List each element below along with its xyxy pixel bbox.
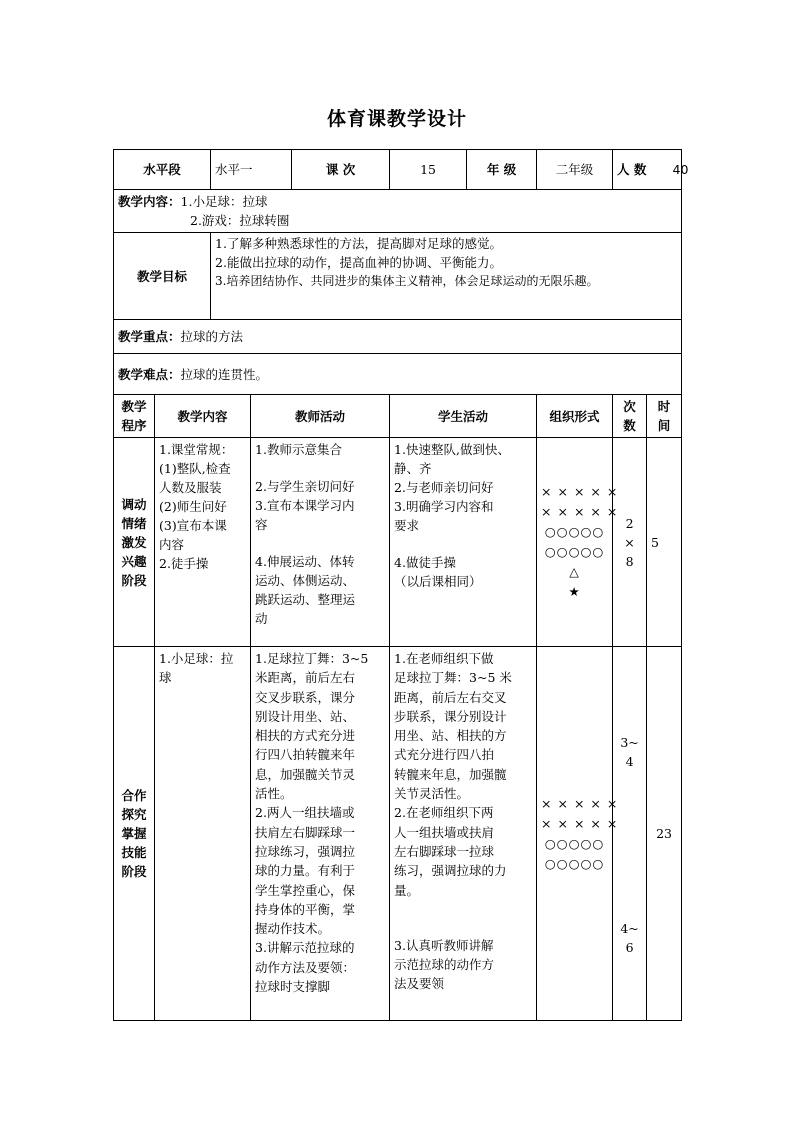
stage-2-times-line: 3~	[620, 735, 639, 750]
stage-2-student-line: 转髋来年息，加强髋	[394, 766, 507, 782]
stage-1-student-line: 4.做徒手操	[394, 555, 456, 570]
lesson-value: 15	[390, 150, 467, 190]
content-row	[114, 190, 682, 233]
count-value: 40	[672, 162, 689, 177]
stage-2-teacher-line: 握动作技术。	[255, 921, 331, 937]
column-header-row	[114, 395, 682, 438]
stage-2-student-line: 量。	[394, 882, 420, 898]
stage-2-name-line: 掌握	[121, 826, 147, 841]
stage-2-times-line: 4	[625, 754, 634, 769]
col-program	[114, 395, 155, 438]
stage-1-name-line: 阶段	[121, 572, 147, 588]
lesson-plan-table	[113, 149, 689, 1021]
stage-1-content-line: (3)宣布本课	[159, 518, 227, 533]
stage-1-teacher-line: 运动、体侧运动、	[255, 573, 356, 588]
stage-2-teacher-line: 米距离，前后左右	[255, 670, 356, 686]
stage-2-content	[155, 647, 251, 1021]
stage-2-teacher-line: 息，加强髋关节灵	[255, 766, 356, 782]
key-point	[114, 320, 682, 354]
stage-1-teacher-line: 动	[255, 611, 268, 626]
stage-2-times-line: 6	[625, 940, 634, 955]
stage-2-student-line: 足球拉丁舞：3~5 米	[394, 670, 512, 686]
lesson-label: 课 次	[292, 150, 390, 190]
stage-2-student-line: 左右脚踩球一拉球	[394, 843, 495, 859]
stage-2-student-line: 练习，强调拉球的力	[394, 863, 507, 879]
count-label-text: 人 数	[617, 162, 647, 177]
stage-2-teacher-line: 活性。	[255, 786, 293, 802]
stage-2-student-line: 1.在老师组织下做	[394, 651, 494, 666]
stage-1-teacher-line: 3.宣布本课学习内	[255, 498, 355, 513]
stage-1-student	[390, 438, 537, 647]
stage-1-teacher-line: 跳跃运动、整理运	[255, 592, 356, 607]
grade-value: 二年级	[537, 150, 613, 190]
level-value: 水平一	[211, 150, 292, 190]
stage-1-times-line: 2	[625, 515, 634, 531]
stage-2-name	[114, 647, 155, 1021]
col-time	[647, 395, 682, 438]
stage-1-time: 5	[647, 438, 682, 647]
formation-row: × × × × ×	[541, 504, 619, 519]
col-student: 学生活动	[390, 395, 537, 438]
key-point-label: 教学重点：	[118, 329, 181, 344]
stage-2-teacher-line: 持身体的平衡，掌	[255, 901, 356, 917]
stage-2-teacher-line: 扶肩左右脚踩球一	[255, 824, 356, 840]
stage-2-student-line: 式充分进行四八拍	[394, 747, 495, 763]
col-content: 教学内容	[155, 395, 251, 438]
goals-row	[114, 233, 682, 320]
formation-row: × × × × ×	[541, 795, 619, 811]
stage-2-teacher-line: 3.讲解示范拉球的	[255, 940, 355, 956]
stage-1-teacher-line: 容	[255, 517, 268, 532]
col-times-line-1: 次	[623, 399, 636, 414]
stage-2-times-line: 4~	[620, 921, 639, 936]
col-times-line-2: 数	[623, 418, 636, 433]
stage-2-teacher	[251, 647, 390, 1021]
stage-2-student-line: 人一组扶墙或扶肩	[394, 824, 495, 840]
stage-2-teacher-line: 相扶的方式充分进	[255, 728, 356, 744]
stage-2-row	[114, 647, 682, 1021]
stage-1-name-line: 激发	[121, 534, 147, 550]
col-teacher: 教师活动	[251, 395, 390, 438]
stage-2-content-line: 球	[159, 670, 172, 685]
stage-2-student-line: 距离，前后左右交叉	[394, 689, 507, 705]
goal-item-2: 2.能做出拉球的动作，提高血神的协调、平衡能力。	[215, 255, 502, 270]
stage-2-teacher-line: 拉球时支撑脚	[255, 979, 331, 995]
stage-2-formation	[537, 647, 619, 1021]
stage-1-formation	[537, 438, 619, 647]
stage-2-teacher-line: 学生掌控重心，保	[255, 882, 356, 898]
content-item-2: 2.游戏：拉球转圈	[190, 213, 290, 228]
grade-label: 年 级	[467, 150, 537, 190]
page-title: 体育课教学设计	[326, 108, 467, 130]
stage-1-name-line: 情绪	[121, 515, 147, 531]
stage-2-teacher-line: 动作方法及要领：	[255, 959, 356, 975]
stage-2-teacher-line: 拉球练习，强调拉	[255, 843, 356, 859]
stage-2-teacher-line: 1.足球拉丁舞：3~5	[255, 651, 369, 666]
formation-row: × × × × ×	[541, 815, 619, 831]
stage-2-times	[613, 647, 647, 1021]
stage-1-content	[155, 438, 251, 647]
stage-2-name-line: 探究	[121, 807, 147, 822]
stage-1-teacher-line: 2.与学生亲切问好	[255, 479, 355, 494]
stage-1-content-line: 内容	[159, 537, 185, 552]
stage-2-content-line: 1.小足球：拉	[159, 651, 234, 666]
star-position-icon: ★	[568, 584, 581, 599]
stage-1-name-line: 兴趣	[121, 553, 147, 569]
stage-1-student-line: 要求	[394, 518, 420, 533]
goals-list	[211, 233, 682, 320]
stage-1-student-line: （以后课相同）	[394, 574, 482, 589]
col-times	[613, 395, 647, 438]
key-point-row	[114, 320, 682, 354]
col-time-line-2: 间	[657, 418, 671, 433]
stage-1-student-line: 3.明确学习内容和	[394, 499, 494, 514]
formation-row: ○○○○○	[544, 544, 605, 559]
stage-2-times-b	[613, 919, 646, 957]
stage-2-student-line: 2.在老师组织下两	[394, 805, 494, 821]
count-label	[613, 150, 689, 190]
difficulty	[114, 354, 682, 395]
content-label: 教学内容：	[118, 194, 181, 209]
goal-item-1: 1.了解多种熟悉球性的方法，提高脚对足球的感觉。	[215, 236, 502, 251]
teacher-position-icon: △	[569, 564, 580, 579]
stage-2-name-line: 阶段	[121, 864, 147, 879]
stage-2-student	[390, 647, 537, 1021]
stage-1-times	[613, 438, 647, 647]
stage-1-content-line: (1)整队,检查	[159, 461, 231, 476]
goal-item-3: 3.培养团结协作、共同进步的集体主义精神，体会足球运动的无限乐趣。	[215, 274, 599, 288]
level-label: 水平段	[114, 150, 211, 190]
stage-1-teacher	[251, 438, 390, 647]
stage-2-student-line: 3.认真听教师讲解	[394, 937, 494, 953]
stage-2-student-line: 步联系，课分别设计	[394, 708, 507, 724]
content-item-1: 1.小足球：拉球	[180, 194, 268, 209]
col-program-line-2: 程序	[121, 418, 147, 433]
col-program-line-1: 教学	[121, 399, 147, 414]
formation-row: × × × × ×	[541, 484, 619, 499]
difficulty-text: 拉球的连贯性。	[180, 366, 269, 382]
teaching-content	[114, 190, 682, 233]
stage-1-content-line: 人数及服装	[159, 480, 222, 495]
stage-1-content-line: 2.徒手操	[159, 556, 209, 571]
stage-2-student-line: 用坐、站、相扶的方	[394, 728, 507, 744]
stage-2-name-line: 技能	[121, 845, 147, 860]
difficulty-row	[114, 354, 682, 395]
stage-2-student-line: 法及要领	[394, 976, 445, 992]
header-row	[114, 150, 682, 190]
stage-1-student-line: 静、齐	[394, 461, 432, 476]
stage-2-teacher-line: 别设计用坐、站、	[255, 708, 356, 724]
stage-1-teacher-line: 1.教师示意集合	[255, 442, 342, 457]
stage-2-teacher-line: 交叉步联系，课分	[255, 689, 356, 705]
stage-1-times-line: 8	[625, 553, 634, 569]
formation-row: ○○○○○	[544, 524, 605, 539]
goals-label: 教学目标	[114, 233, 211, 320]
stage-2-times-a	[613, 733, 646, 771]
stage-1-content-line: 1.课堂常规：	[159, 442, 234, 457]
stage-2-teacher-line: 行四八拍转髋来年	[255, 747, 356, 763]
stage-2-name-line: 合作	[121, 788, 147, 803]
stage-2-teacher-line: 2.两人一组扶墙或	[255, 805, 355, 821]
stage-1-name	[114, 438, 155, 647]
stage-1-student-line: 2.与老师亲切问好	[394, 480, 494, 495]
stage-2-student-line: 关节灵活性。	[394, 786, 470, 802]
formation-row: ○○○○○	[544, 855, 605, 871]
stage-2-time: 23	[647, 647, 682, 1021]
stage-1-row	[114, 438, 682, 647]
stage-2-teacher-line: 球的力量。有利于	[255, 863, 356, 879]
stage-1-teacher-line: 4.伸展运动、体转	[255, 554, 355, 569]
col-time-line-1: 时	[657, 399, 671, 414]
stage-2-student-line: 示范拉球的动作方	[394, 957, 495, 973]
stage-1-times-line: ×	[624, 534, 635, 550]
key-point-text: 拉球的方法	[180, 329, 244, 344]
col-organization: 组织形式	[537, 395, 613, 438]
stage-1-content-line: (2)师生问好	[159, 499, 227, 514]
formation-row: ○○○○○	[544, 835, 605, 851]
stage-1-name-line: 调动	[121, 496, 147, 512]
stage-1-student-line: 1.快速整队,做到快、	[394, 442, 510, 457]
difficulty-label: 教学难点：	[118, 366, 181, 382]
